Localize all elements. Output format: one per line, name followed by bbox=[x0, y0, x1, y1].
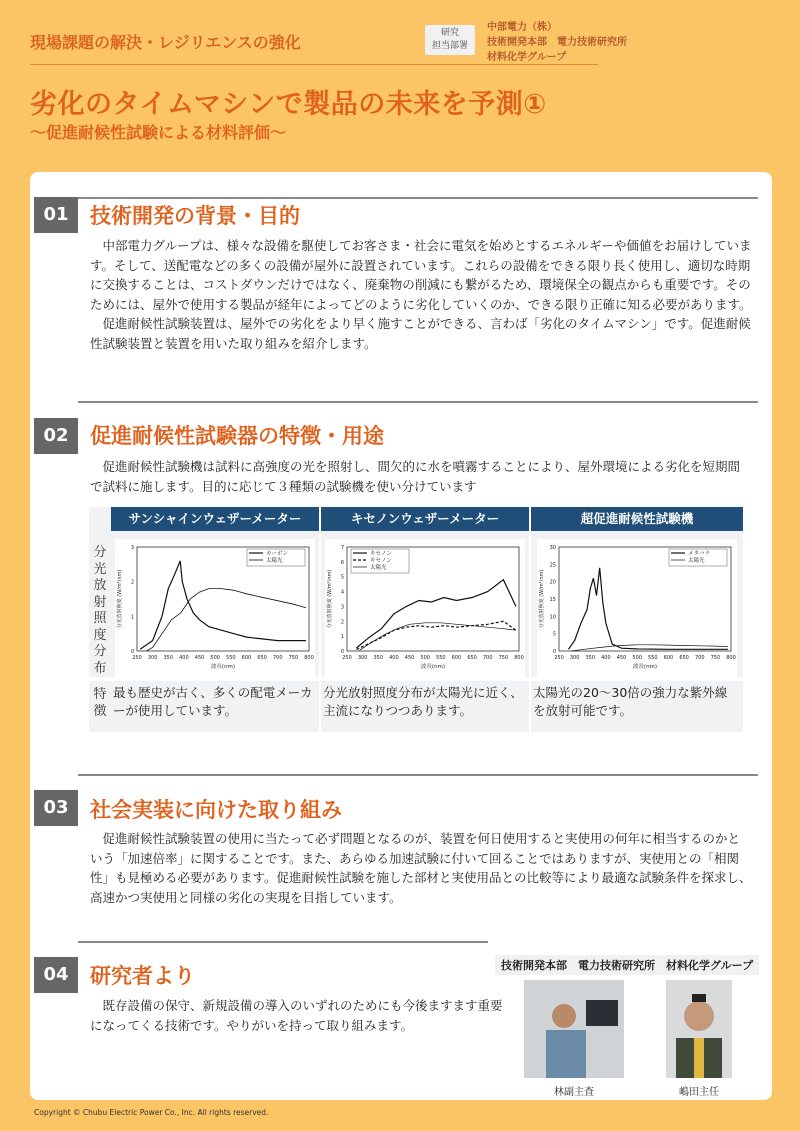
x-tick-label: 350 bbox=[163, 655, 174, 661]
section-title: 促進耐候性試験器の特徴・用途 bbox=[90, 424, 384, 448]
x-axis-label: 波長(nm) bbox=[632, 664, 658, 670]
y-tick-label: 10 bbox=[549, 614, 556, 621]
x-tick-label: 500 bbox=[210, 655, 220, 661]
department-info bbox=[487, 20, 627, 65]
feature-text: 太陽光の20～30倍の強力な紫外線を放射可能です。 bbox=[533, 685, 728, 718]
researcher-photo bbox=[524, 980, 624, 1078]
row-label-char: 特 bbox=[93, 687, 107, 702]
row-label-spectrum bbox=[89, 545, 111, 677]
x-tick-label: 400 bbox=[389, 655, 399, 661]
row-label-char: 布 bbox=[93, 660, 107, 676]
y-axis-label: 分光放射照度 (W/m²/nm) bbox=[327, 569, 333, 629]
x-tick-label: 300 bbox=[357, 655, 368, 661]
xenon-spectrum-chart bbox=[325, 539, 525, 677]
y-tick-label: 2 bbox=[340, 619, 344, 626]
section-divider bbox=[78, 774, 758, 776]
series-line bbox=[572, 645, 728, 651]
y-tick-label: 2 bbox=[130, 579, 134, 586]
section-number: 03 bbox=[34, 790, 78, 826]
section-body bbox=[90, 457, 752, 496]
sunshine-spectrum-chart bbox=[115, 539, 315, 677]
legend-label: メタハラ bbox=[688, 551, 710, 557]
x-tick-label: 250 bbox=[132, 655, 142, 661]
page-subtitle: ～促進耐候性試験による材料評価～ bbox=[30, 123, 287, 142]
paragraph: 促進耐候性試験装置は、屋外での劣化をより早く施すことができる、言わば「劣化のタイムマシン」です。促進耐候性試験装置と装置を用いた取り組みを紹介します。 bbox=[90, 316, 751, 351]
x-tick-label: 300 bbox=[569, 655, 580, 661]
department-line: 中部電力（株） bbox=[487, 22, 557, 33]
y-tick-label: 20 bbox=[549, 579, 556, 586]
x-tick-label: 450 bbox=[194, 655, 205, 661]
x-tick-label: 350 bbox=[585, 655, 596, 661]
x-axis-label: 波長(nm) bbox=[210, 664, 236, 670]
row-divider bbox=[89, 677, 743, 681]
lab-name-tag: 技術開発本部 電力技術研究所 材料化学グループ bbox=[495, 955, 759, 975]
column-divider bbox=[529, 507, 531, 732]
y-tick-label: 0 bbox=[130, 649, 134, 655]
paragraph: 中部電力グループは、様々な設備を駆使してお客さま・社会に電気を始めとするエネルギーや価値をお届けしています。そして、送配電などの多くの設備が屋外に設置されています。これらの設備をできる限り長く使用し、適切な時期に交換することは、コストダウンだけではなく、廃棄物の削減にも繋がるため、環境保全の観点からも重要です。そのためには、屋外で使用する製品が経年によってどのように劣化していくのか、できる限り正確に知る必要があります。 bbox=[90, 238, 752, 312]
section-body bbox=[90, 829, 752, 907]
section-divider bbox=[78, 401, 758, 403]
y-tick-label: 5 bbox=[340, 574, 344, 581]
section-title: 技術開発の背景・目的 bbox=[90, 204, 300, 228]
section-divider bbox=[78, 941, 488, 943]
x-tick-label: 250 bbox=[342, 655, 352, 661]
row-label-char: 射 bbox=[93, 594, 107, 610]
x-tick-label: 650 bbox=[257, 655, 267, 661]
x-tick-label: 450 bbox=[404, 655, 415, 661]
x-tick-label: 600 bbox=[241, 655, 252, 661]
researcher-caption: 嶋田主任 bbox=[679, 1087, 719, 1098]
x-tick-label: 300 bbox=[147, 655, 158, 661]
y-tick-label: 15 bbox=[549, 597, 556, 603]
y-tick-label: 7 bbox=[340, 545, 344, 551]
section-number: 01 bbox=[34, 197, 78, 233]
section-divider bbox=[78, 197, 758, 199]
section-body bbox=[90, 996, 510, 1035]
y-tick-label: 0 bbox=[340, 649, 344, 655]
y-axis-label: 分光放射照度 (W/m²/nm) bbox=[539, 569, 545, 629]
y-tick-label: 3 bbox=[130, 545, 134, 551]
x-tick-label: 250 bbox=[554, 655, 564, 661]
dept-badge bbox=[425, 25, 475, 55]
series-line bbox=[146, 589, 306, 651]
tester-comparison-table bbox=[89, 507, 743, 732]
y-axis-label: 分光放射照度 (W/m²/nm) bbox=[117, 569, 123, 629]
x-tick-label: 450 bbox=[616, 655, 627, 661]
x-tick-label: 550 bbox=[226, 655, 236, 661]
x-tick-label: 500 bbox=[632, 655, 642, 661]
row-label-char: 放 bbox=[93, 578, 107, 593]
x-tick-label: 750 bbox=[498, 655, 509, 661]
paragraph: 既存設備の保守、新規設備の導入のいずれのためにも今後ますます重要になってくる技術です。やりがいを持って取り組みます。 bbox=[90, 998, 503, 1033]
series-line bbox=[140, 561, 306, 649]
legend-label: キセノン bbox=[370, 558, 392, 564]
row-label-feature bbox=[89, 687, 111, 720]
row-label-char: 照 bbox=[93, 611, 107, 626]
x-tick-label: 500 bbox=[420, 655, 430, 661]
department-line: 材料化学グループ bbox=[487, 52, 567, 63]
section-title: 研究者より bbox=[90, 964, 195, 988]
y-tick-label: 1 bbox=[340, 634, 344, 641]
row-label-char: 分 bbox=[93, 644, 107, 659]
x-tick-label: 800 bbox=[514, 655, 524, 661]
x-tick-label: 700 bbox=[272, 655, 283, 661]
x-tick-label: 700 bbox=[694, 655, 705, 661]
dept-badge-line: 研究 bbox=[440, 28, 459, 38]
y-tick-label: 4 bbox=[340, 589, 344, 596]
legend-label: 太陽光 bbox=[266, 558, 283, 564]
x-tick-label: 400 bbox=[179, 655, 189, 661]
legend-label: 太陽光 bbox=[370, 565, 387, 571]
y-tick-label: 5 bbox=[552, 631, 556, 638]
section-title: 社会実装に向けた取り組み bbox=[90, 798, 342, 822]
legend-label: キセノン bbox=[370, 551, 392, 557]
y-tick-label: 30 bbox=[549, 545, 556, 551]
x-tick-label: 800 bbox=[726, 655, 736, 661]
section-body bbox=[90, 236, 752, 353]
legend-label: 太陽光 bbox=[688, 558, 705, 564]
row-label-char: 分 bbox=[93, 545, 107, 560]
super-accelerated-spectrum-chart bbox=[537, 539, 737, 677]
x-tick-label: 550 bbox=[648, 655, 658, 661]
series-line bbox=[568, 568, 728, 650]
section-number: 04 bbox=[34, 957, 78, 993]
x-tick-label: 750 bbox=[288, 655, 299, 661]
table-header: サンシャインウェザーメーター bbox=[111, 507, 319, 531]
paragraph: 促進耐候性試験機は試料に高強度の光を照射し、間欠的に水を噴霧することにより、屋外環境による劣化を短期間で試料に施します。目的に応じて３種類の試験機を使い分けています bbox=[90, 459, 741, 494]
row-label-char: 度 bbox=[93, 627, 107, 643]
x-tick-label: 800 bbox=[304, 655, 314, 661]
researcher-caption: 林副主査 bbox=[554, 1087, 594, 1098]
x-tick-label: 700 bbox=[482, 655, 493, 661]
y-tick-label: 0 bbox=[552, 649, 556, 655]
page-title: 劣化のタイムマシンで製品の未来を予測① bbox=[30, 89, 547, 120]
legend-label: カーボン bbox=[266, 551, 289, 557]
researcher-photo bbox=[666, 980, 732, 1078]
x-tick-label: 600 bbox=[663, 655, 674, 661]
column-divider bbox=[319, 507, 321, 732]
series-line bbox=[356, 621, 516, 649]
section-number: 02 bbox=[34, 418, 78, 454]
copyright-notice: Copyright © Chubu Electric Power Co., Inc. All rights reserved. bbox=[34, 1108, 269, 1117]
x-tick-label: 600 bbox=[451, 655, 462, 661]
x-tick-label: 650 bbox=[467, 655, 477, 661]
category-heading: 現場課題の解決・レジリエンスの強化 bbox=[30, 33, 301, 52]
x-tick-label: 750 bbox=[710, 655, 721, 661]
y-tick-label: 6 bbox=[340, 559, 344, 566]
dept-badge-line: 担当部署 bbox=[431, 41, 468, 51]
x-tick-label: 350 bbox=[373, 655, 384, 661]
row-label-char: 徴 bbox=[93, 703, 107, 719]
feature-text: 分光放射照度分布が太陽光に近く、主流になりつつあります。 bbox=[323, 685, 523, 718]
table-header: 超促進耐候性試験機 bbox=[531, 507, 743, 531]
x-tick-label: 400 bbox=[601, 655, 611, 661]
table-header: キセノンウェザーメーター bbox=[321, 507, 529, 531]
x-axis-label: 波長(nm) bbox=[420, 664, 446, 670]
x-tick-label: 550 bbox=[436, 655, 446, 661]
y-tick-label: 1 bbox=[130, 614, 134, 621]
y-tick-label: 3 bbox=[340, 604, 344, 611]
department-line: 技術開発本部 電力技術研究所 bbox=[487, 37, 627, 48]
feature-text: 最も歴史が古く、多くの配電メーカーが使用しています。 bbox=[113, 685, 313, 718]
row-label-char: 光 bbox=[93, 561, 107, 577]
y-tick-label: 25 bbox=[549, 562, 556, 569]
paragraph: 促進耐候性試験装置の使用に当たって必ず問題となるのが、装置を何日使用すると実使用の何年に相当するのかという「加速倍率」に関することです。また、あらゆる加速試験に付いて回ることではありますが、実使用との「相関性」も見極める必要があります。促進耐候性試験を施した部材と実使用品との比較等により最適な試験条件を探求し、高速かつ実使用と同様の劣化の実現を目指しています。 bbox=[90, 831, 752, 905]
x-tick-label: 650 bbox=[679, 655, 689, 661]
